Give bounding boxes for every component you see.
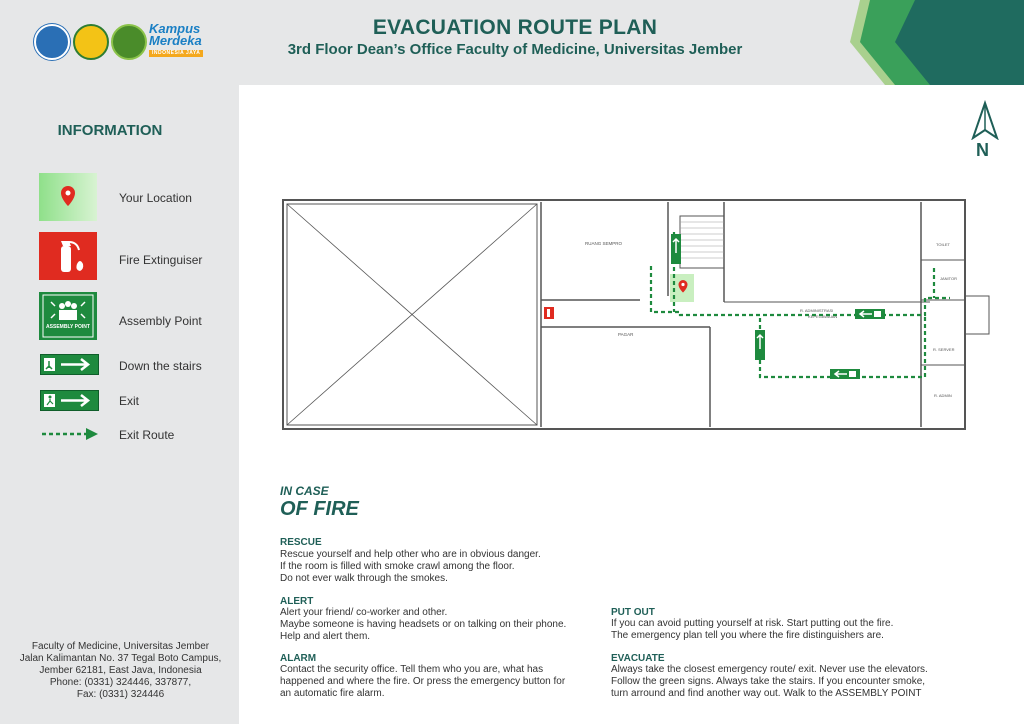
room-label-pagar: PAGAR (618, 332, 634, 337)
legend-label-assembly: Assembly Point (119, 314, 202, 328)
rescue-heading: RESCUE (280, 537, 322, 548)
alarm-heading: ALARM (280, 653, 317, 664)
legend-label-exit: Exit (119, 394, 140, 408)
alert-text: Maybe someone is having headsets or on talking on their phone. (280, 619, 567, 630)
room-label-sempro: RUANG SEMPRO (585, 241, 623, 246)
map-exit-sign (755, 330, 765, 360)
alert-heading: ALERT (280, 596, 314, 607)
exit-sign-icon (40, 390, 99, 411)
faculty-medicine-logo (111, 24, 147, 60)
put-out-text: The emergency plan tell you where the fire distinguishers are. (611, 630, 884, 641)
of-fire-heading: OF FIRE (280, 498, 359, 520)
fire-extinguisher-icon (39, 232, 97, 280)
in-case-heading: IN CASE (280, 484, 329, 498)
exit-door (965, 296, 989, 334)
alert-text: Alert your friend/ co-worker and other. (280, 607, 448, 618)
assembly-point-icon (39, 292, 97, 340)
north-arrow-icon (968, 100, 1002, 140)
exit-route-path (760, 315, 925, 377)
dashed-arrow-icon (40, 427, 100, 441)
address-line: Jalan Kalimantan No. 37 Tegal Boto Campus, (19, 653, 222, 664)
page-title: EVACUATION ROUTE PLAN (372, 16, 658, 39)
legend-label-location: Your Location (119, 191, 192, 205)
put-out-text: If you can avoid putting yourself at risk. Start putting out the fire. (611, 618, 894, 629)
location-pin-icon (39, 173, 97, 221)
logo-tagline: INDONESIA JAYA (149, 50, 203, 57)
alert-text: Help and alert them. (280, 631, 371, 642)
address-line: Jember 62181, East Java, Indonesia (39, 665, 202, 676)
legend-label-exit-route: Exit Route (119, 428, 175, 442)
put-out-heading: PUT OUT (611, 607, 655, 618)
kampus-merdeka-logo (149, 23, 203, 57)
compass-north-label: N (976, 140, 989, 160)
map-down-stairs-sign (671, 234, 681, 264)
legend-label-extinguisher: Fire Extinguiser (119, 253, 203, 267)
page-subtitle: 3rd Floor Dean’s Office Faculty of Medicine, Universitas Jember (287, 41, 743, 58)
evacuate-text: Follow the green signs. Always take the stairs. If you encounter smoke, (611, 676, 926, 687)
evacuate-text: Always take the closest emergency route/ exit. Never use the elevators. (611, 664, 928, 675)
address-line: Faculty of Medicine, Universitas Jember (31, 641, 210, 652)
map-exit-sign (855, 309, 885, 319)
alarm-text: happened and where the fire. Or press the emergency button for (280, 676, 566, 687)
legend-label-down-stairs: Down the stairs (119, 359, 202, 373)
universitas-jember-logo (73, 24, 109, 60)
room-label-server: R. SERVER (933, 347, 955, 352)
rescue-text: Do not ever walk through the smokes. (280, 573, 448, 584)
kemendikbud-logo (34, 24, 70, 60)
logo-text-kampus: Kampus (149, 21, 201, 36)
header-corner-decoration (830, 0, 1024, 85)
evacuate-heading: EVACUATE (611, 653, 665, 664)
room-label-kepegawaian-1: R. ADMINISTRASI (800, 308, 834, 313)
room-label-kepegawaian-2: KEPEGAWAIAN (808, 314, 838, 319)
faculty-address (8, 641, 233, 701)
assembly-point-text: ASSEMBLY POINT (46, 324, 90, 330)
logo-text-merdeka: Merdeka (149, 33, 202, 48)
address-line: Phone: (0331) 324446, 337877, (49, 677, 192, 688)
room-label-janitor: JANITOR (940, 276, 958, 281)
header-bar (0, 0, 1024, 85)
floor-plan (270, 190, 1000, 440)
alarm-text: Contact the security office. Tell them who you are, what has (280, 664, 544, 675)
room-label-toilet: TOILET (936, 242, 950, 247)
rescue-text: Rescue yourself and help other who are in obvious danger. (280, 549, 541, 560)
stair-block (680, 216, 724, 268)
map-exit-sign (830, 369, 860, 379)
alarm-text: an automatic fire alarm. (280, 688, 385, 699)
rescue-text: If the room is filled with smoke crawl among the floor. (280, 561, 515, 572)
room-label-admin: R. ADMIN (934, 393, 952, 398)
down-stairs-sign-icon (40, 354, 99, 375)
address-line: Fax: (0331) 324446 (76, 689, 165, 700)
evacuate-text: turn arround and find another way out. Walk to the ASSEMBLY POINT (611, 688, 922, 699)
information-heading: INFORMATION (57, 122, 163, 139)
